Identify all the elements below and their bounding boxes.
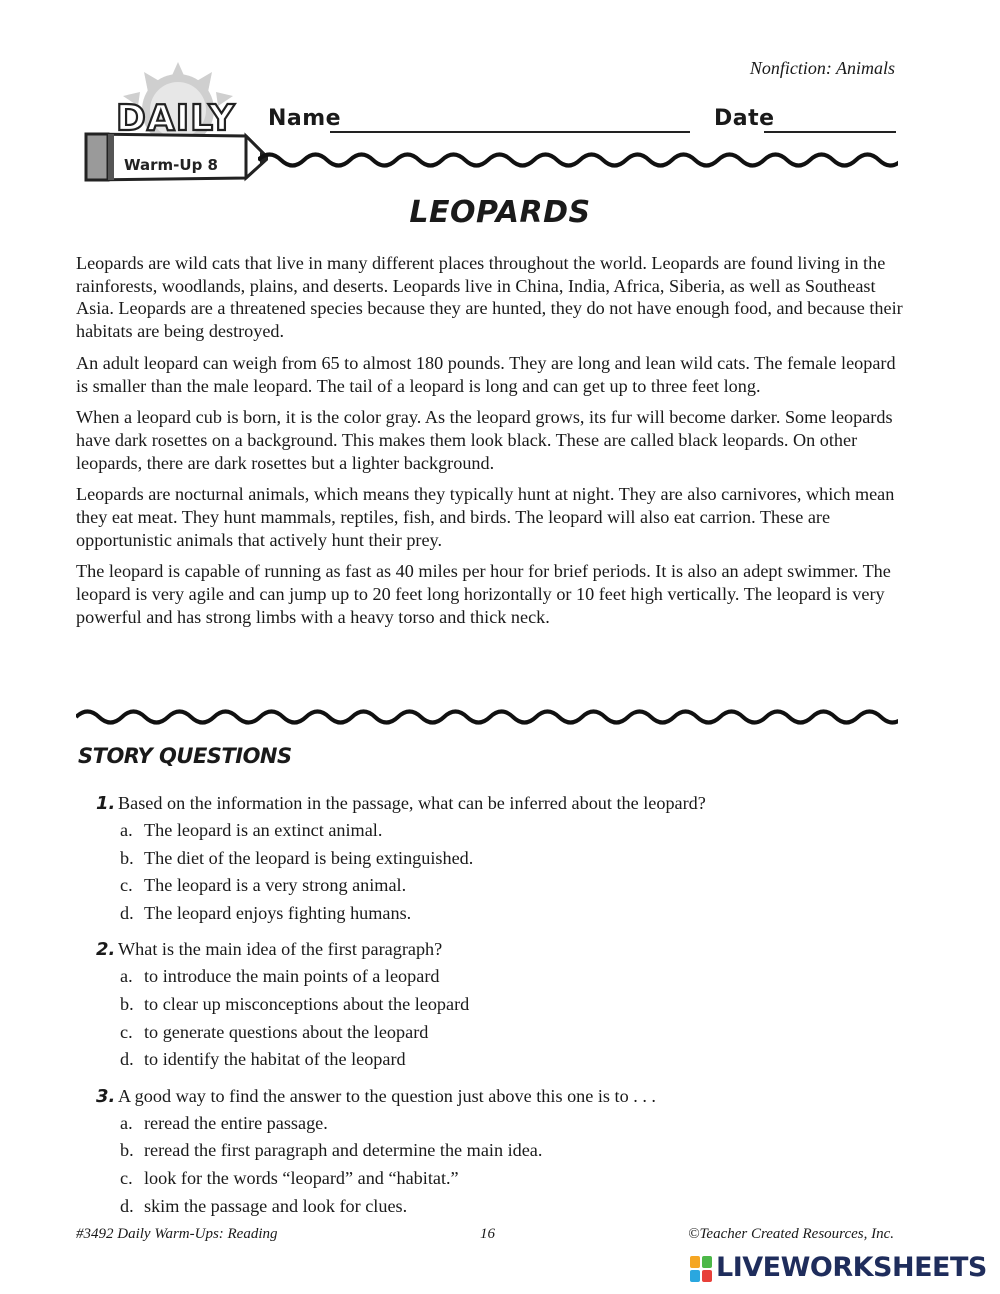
- logo-square-3: [690, 1270, 700, 1282]
- question-text: What is the main idea of the first paragraph?: [118, 939, 443, 960]
- question-number: 2.: [96, 939, 116, 961]
- option-text: reread the entire passage.: [144, 1112, 328, 1133]
- answer-option[interactable]: [96, 963, 916, 991]
- passage-paragraph: Leopards are wild cats that live in many different places throughout the world. Leopards are found living in the rainforests, woodlands, plains, and deserts. Leopards live in China, India, Africa, Siberia, as well as Southeast Asia. Leopards are a threatened species because they are hunted, they do not have enough food, and because their habitats are being destroyed.: [76, 253, 903, 342]
- questions-list: [96, 790, 916, 1229]
- footer-page-number: 16: [480, 1226, 495, 1242]
- answer-option[interactable]: [96, 991, 916, 1019]
- logo-square-2: [702, 1256, 712, 1268]
- option-text: to identify the habitat of the leopard: [144, 1049, 406, 1070]
- option-letter: d.: [120, 1195, 134, 1216]
- question-1: [96, 790, 916, 927]
- option-text: skim the passage and look for clues.: [144, 1195, 408, 1216]
- passage-paragraph: An adult leopard can weigh from 65 to almost 180 pounds. They are long and lean wild cats. The female leopard is smaller than the male leopard. The tail of a leopard is long and can get up to three feet long.: [76, 352, 896, 396]
- option-text: reread the first paragraph and determine the main idea.: [144, 1140, 543, 1161]
- daily-warmup-logo: [78, 62, 268, 192]
- name-label: Name: [268, 106, 342, 131]
- option-text: The leopard is a very strong animal.: [144, 875, 407, 896]
- name-input-line[interactable]: [330, 131, 690, 133]
- footer-book-title: #3492 Daily Warm-Ups: Reading: [76, 1226, 278, 1242]
- logo-square-4: [702, 1270, 712, 1282]
- date-label: Date: [714, 106, 775, 131]
- logo-word: DAILY: [116, 98, 236, 139]
- question-text: Based on the information in the passage, what can be inferred about the leopard?: [118, 793, 706, 813]
- answer-option[interactable]: [96, 1046, 916, 1074]
- page-title: LEOPARDS: [409, 195, 591, 230]
- option-letter: c.: [120, 875, 133, 896]
- answer-option[interactable]: [96, 872, 916, 900]
- option-text: The leopard enjoys fighting humans.: [144, 902, 412, 923]
- question-3: [96, 1083, 916, 1220]
- option-text: The leopard is an extinct animal.: [144, 820, 383, 840]
- liveworksheets-brand[interactable]: [690, 1252, 990, 1286]
- option-text: to generate questions about the leopard: [144, 1021, 429, 1042]
- option-letter: b.: [120, 847, 134, 868]
- option-letter: a.: [120, 820, 133, 840]
- liveworksheets-logo-icon: [690, 1256, 712, 1282]
- question-text: A good way to find the answer to the question just above this one is to . . .: [118, 1085, 656, 1106]
- option-letter: a.: [120, 966, 133, 987]
- option-text: look for the words “leopard” and “habitat.”: [144, 1167, 459, 1188]
- question-number: 1.: [96, 793, 116, 814]
- answer-option[interactable]: [96, 900, 916, 928]
- answer-option[interactable]: [96, 1137, 916, 1165]
- wavy-divider-middle: [76, 702, 898, 732]
- story-questions-heading: STORY QUESTIONS: [78, 744, 292, 768]
- option-letter: d.: [120, 1049, 134, 1070]
- category-label: Nonfiction: Animals: [749, 58, 895, 78]
- passage-paragraph: Leopards are nocturnal animals, which means they typically hunt at night. They are also carnivores, which mean they eat meat. They hunt mammals, reptiles, fish, and birds. The leopard will also eat carrion. These are opportunistic animals that actively hunt their prey.: [76, 484, 895, 550]
- option-letter: a.: [120, 1112, 133, 1133]
- liveworksheets-wordmark: LIVEWORKSHEETS: [716, 1252, 987, 1283]
- answer-option[interactable]: [96, 1193, 916, 1221]
- passage-paragraph: When a leopard cub is born, it is the color gray. As the leopard grows, its fur will become darker. Some leopards have dark rosettes on a background. This makes them look black. These are called black leopards. On other leopards, there are dark rosettes but a lighter background.: [76, 407, 893, 473]
- option-text: to introduce the main points of a leopard: [144, 966, 440, 987]
- footer-copyright: ©Teacher Created Resources, Inc.: [688, 1226, 894, 1242]
- passage: [76, 252, 906, 638]
- option-text: to clear up misconceptions about the leopard: [144, 993, 470, 1014]
- answer-option[interactable]: [96, 817, 916, 845]
- question-number: 3.: [96, 1085, 116, 1107]
- question-2: [96, 936, 916, 1073]
- option-letter: c.: [120, 1167, 133, 1188]
- logo-square-1: [690, 1256, 700, 1268]
- passage-paragraph: The leopard is capable of running as fast as 40 miles per hour for brief periods. It is also an adept swimmer. The leopard is very agile and can jump up to 20 feet long horizontally or 10 feet high vertically. The leopard is very powerful and has strong limbs with a heavy torso and thick neck.: [76, 561, 891, 627]
- option-letter: d.: [120, 902, 134, 923]
- option-text: The diet of the leopard is being extinguished.: [144, 847, 474, 868]
- option-letter: c.: [120, 1021, 133, 1042]
- date-input-line[interactable]: [764, 131, 896, 133]
- option-letter: b.: [120, 1140, 134, 1161]
- answer-option[interactable]: [96, 1110, 916, 1138]
- answer-option[interactable]: [96, 845, 916, 873]
- option-letter: b.: [120, 993, 134, 1014]
- answer-option[interactable]: [96, 1165, 916, 1193]
- answer-option[interactable]: [96, 1019, 916, 1047]
- logo-sub: Warm-Up 8: [124, 156, 218, 174]
- wavy-divider-top: [258, 145, 898, 175]
